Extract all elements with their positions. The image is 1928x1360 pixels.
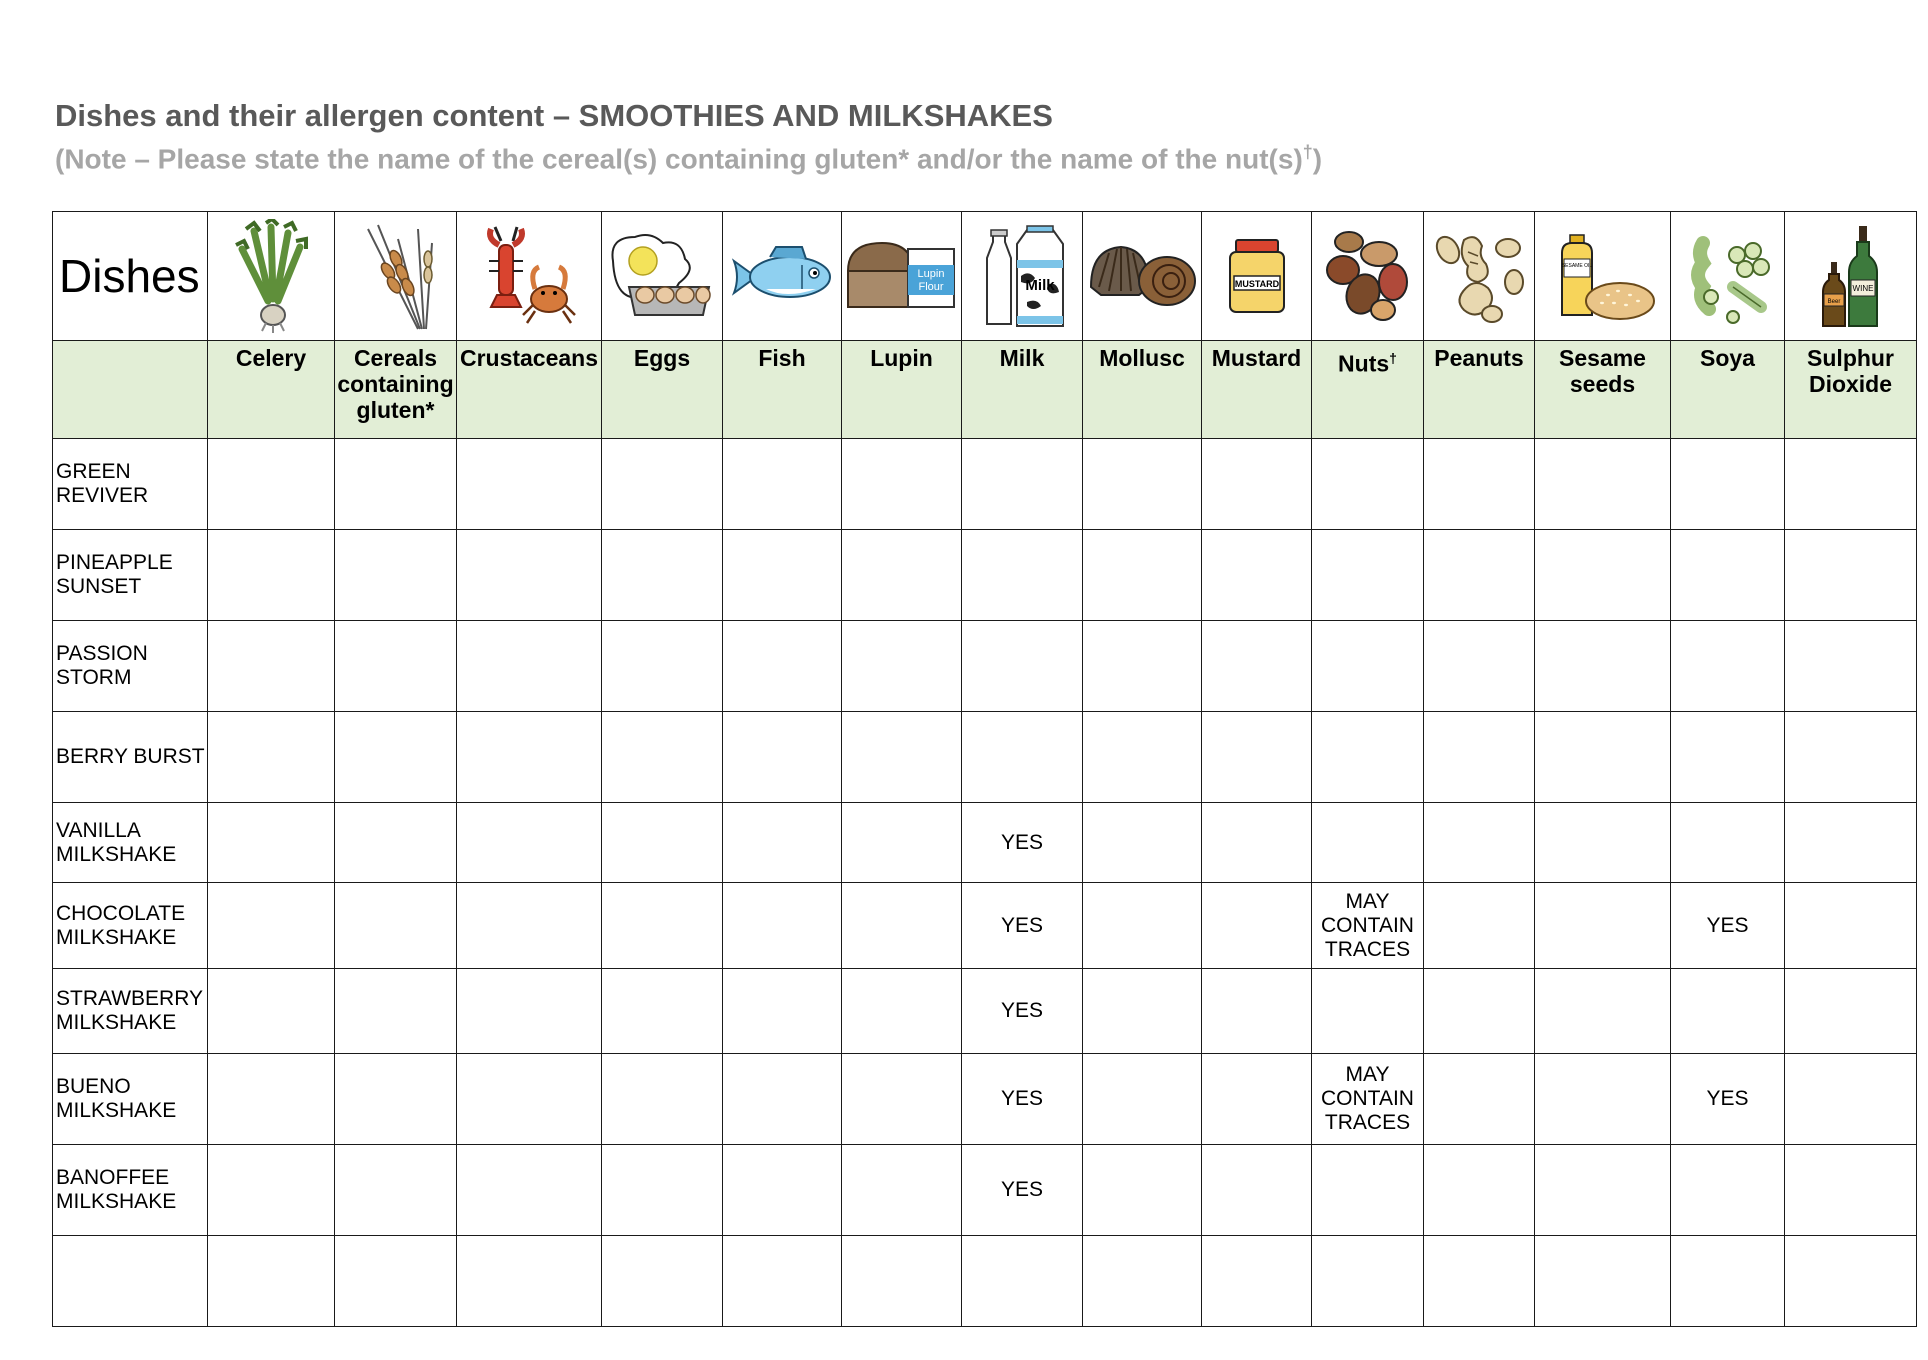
note-close: ) [1312, 143, 1323, 175]
table-row [53, 439, 1917, 530]
allergen-cell [1202, 1145, 1312, 1236]
allergen-cell: YES [962, 883, 1083, 969]
allergen-cell [1312, 530, 1424, 621]
lupin-text-1: Lupin [917, 268, 945, 280]
dishes-header: Dishes [53, 212, 208, 341]
allergen-cell: MAY CONTAIN TRACES [1312, 1054, 1424, 1145]
allergen-cell [1202, 803, 1312, 883]
allergen-cell [1535, 803, 1671, 883]
allergen-table [52, 211, 1917, 1327]
allergen-cell: YES [1671, 883, 1785, 969]
lupin-icon-cell [842, 212, 962, 341]
allergen-cell [1785, 1145, 1917, 1236]
column-label-sulphur-dioxide: Sulphur Dioxide [1785, 341, 1917, 439]
table-row [53, 1145, 1917, 1236]
fish-icon [726, 241, 838, 311]
allergen-cell [1083, 439, 1202, 530]
allergen-cell [723, 530, 842, 621]
dish-name: BANOFFEE MILKSHAKE [53, 1145, 208, 1236]
page-note [55, 142, 1322, 175]
mustard-icon-cell [1202, 212, 1312, 341]
table-row [53, 969, 1917, 1054]
allergen-cell [1424, 530, 1535, 621]
allergen-cell [1083, 1145, 1202, 1236]
allergen-cell [1424, 1145, 1535, 1236]
column-label-sesame: Sesame seeds [1535, 341, 1671, 439]
allergen-cell [962, 1236, 1083, 1327]
cereals-icon-cell [335, 212, 457, 341]
celery-icon-cell [208, 212, 335, 341]
allergen-cell [457, 621, 602, 712]
allergen-cell [842, 712, 962, 803]
allergen-cell [1083, 1054, 1202, 1145]
allergen-cell [1785, 530, 1917, 621]
allergen-cell [1535, 439, 1671, 530]
allergen-cell [1671, 712, 1785, 803]
allergen-cell: YES [962, 969, 1083, 1054]
allergen-cell [842, 969, 962, 1054]
allergen-cell: YES [1671, 1054, 1785, 1145]
sesame-text: SESAME OIL [1561, 263, 1592, 269]
allergen-cell [723, 1145, 842, 1236]
allergen-cell [457, 439, 602, 530]
allergen-cell [962, 530, 1083, 621]
allergen-cell [335, 439, 457, 530]
allergen-cell [1312, 621, 1424, 712]
table-row [53, 1236, 1917, 1327]
allergen-cell [842, 1145, 962, 1236]
allergen-cell [457, 883, 602, 969]
allergen-cell [1083, 621, 1202, 712]
allergen-cell [1083, 883, 1202, 969]
allergen-cell [1424, 439, 1535, 530]
eggs-icon-cell [602, 212, 723, 341]
allergen-cell [723, 969, 842, 1054]
cereals-icon [348, 219, 443, 334]
allergen-cell [602, 803, 723, 883]
nuts-label: Nuts [1338, 350, 1390, 377]
allergen-cell [1083, 712, 1202, 803]
sulphur-dioxide-icon [1821, 224, 1881, 329]
allergen-cell [457, 803, 602, 883]
allergen-cell [1083, 803, 1202, 883]
allergen-cell [1535, 712, 1671, 803]
peanuts-icon [1432, 226, 1527, 326]
allergen-cell [602, 1145, 723, 1236]
sulphur-dioxide-icon-cell [1785, 212, 1917, 341]
allergen-cell [1202, 621, 1312, 712]
allergen-label-row [53, 341, 1917, 439]
allergen-cell [602, 530, 723, 621]
allergen-cell [1424, 621, 1535, 712]
allergen-cell [602, 621, 723, 712]
allergen-cell [1671, 1236, 1785, 1327]
allergen-cell [208, 1054, 335, 1145]
allergen-cell [602, 439, 723, 530]
allergen-cell [335, 1054, 457, 1145]
allergen-cell [1312, 1145, 1424, 1236]
nuts-dagger: † [1389, 350, 1397, 366]
mollusc-icon-cell [1083, 212, 1202, 341]
mollusc-icon [1085, 241, 1200, 311]
sesame-icon-cell [1535, 212, 1671, 341]
allergen-cell [335, 883, 457, 969]
allergen-cell [1535, 1145, 1671, 1236]
allergen-cell [457, 1145, 602, 1236]
note-text: (Note – Please state the name of the cereal(s) containing gluten* and/or the name of the nut(s) [55, 143, 1303, 175]
allergen-cell [335, 621, 457, 712]
eggs-icon [607, 231, 717, 321]
table-row [53, 803, 1917, 883]
column-label-fish: Fish [723, 341, 842, 439]
table-row [53, 621, 1917, 712]
column-label-eggs: Eggs [602, 341, 723, 439]
allergen-cell [1202, 530, 1312, 621]
allergen-cell [723, 803, 842, 883]
column-label-cereals: Cereals containing gluten* [335, 341, 457, 439]
allergen-cell [1671, 621, 1785, 712]
dish-name: GREEN REVIVER [53, 439, 208, 530]
column-label-soya: Soya [1671, 341, 1785, 439]
allergen-cell [1785, 621, 1917, 712]
allergen-cell [1535, 530, 1671, 621]
mustard-icon [1222, 236, 1292, 316]
allergen-cell: MAY CONTAIN TRACES [1312, 883, 1424, 969]
allergen-cell [1785, 712, 1917, 803]
allergen-cell [842, 621, 962, 712]
allergen-cell [842, 883, 962, 969]
crustaceans-icon-cell [457, 212, 602, 341]
allergen-cell [335, 1145, 457, 1236]
allergen-cell [1424, 883, 1535, 969]
allergen-cell [208, 530, 335, 621]
wine-text: WINE [1852, 283, 1873, 293]
column-label-crustaceans: Crustaceans [457, 341, 602, 439]
dish-name: VANILLA MILKSHAKE [53, 803, 208, 883]
allergen-cell [723, 1054, 842, 1145]
allergen-cell [1312, 803, 1424, 883]
allergen-cell [208, 969, 335, 1054]
milk-icon [977, 224, 1067, 329]
peanuts-icon-cell [1424, 212, 1535, 341]
allergen-cell [1424, 1054, 1535, 1145]
allergen-cell [1202, 969, 1312, 1054]
icon-row [53, 212, 1917, 341]
allergen-cell [1671, 439, 1785, 530]
allergen-cell [457, 969, 602, 1054]
allergen-cell [1535, 621, 1671, 712]
dish-name [53, 1236, 208, 1327]
allergen-cell [1202, 712, 1312, 803]
allergen-cell [842, 1054, 962, 1145]
allergen-cell [1785, 439, 1917, 530]
column-label-mollusc: Mollusc [1083, 341, 1202, 439]
allergen-cell [1785, 1236, 1917, 1327]
table-row [53, 712, 1917, 803]
allergen-cell [1083, 530, 1202, 621]
allergen-cell [335, 1236, 457, 1327]
allergen-cell [1785, 803, 1917, 883]
mustard-text: MUSTARD [1234, 279, 1279, 289]
allergen-cell [1202, 883, 1312, 969]
soya-icon-cell [1671, 212, 1785, 341]
allergen-cell [335, 803, 457, 883]
allergen-cell [723, 1236, 842, 1327]
allergen-cell [723, 883, 842, 969]
allergen-cell [208, 621, 335, 712]
allergen-cell [842, 530, 962, 621]
allergen-cell [1312, 1236, 1424, 1327]
page-title: Dishes and their allergen content – SMOOTHIES AND MILKSHAKES [55, 98, 1053, 133]
allergen-cell [1535, 969, 1671, 1054]
allergen-cell [602, 712, 723, 803]
fish-icon-cell [723, 212, 842, 341]
allergen-cell [1312, 969, 1424, 1054]
allergen-cell [1535, 1236, 1671, 1327]
crustaceans-icon [477, 221, 582, 331]
allergen-cell: YES [962, 1054, 1083, 1145]
dish-name: PASSION STORM [53, 621, 208, 712]
allergen-cell: YES [962, 803, 1083, 883]
allergen-cell [723, 621, 842, 712]
allergen-cell [602, 1236, 723, 1327]
allergen-cell [208, 439, 335, 530]
allergen-cell [1785, 1054, 1917, 1145]
allergen-cell [335, 969, 457, 1054]
dish-name: BUENO MILKSHAKE [53, 1054, 208, 1145]
allergen-cell [1312, 439, 1424, 530]
allergen-cell [1083, 969, 1202, 1054]
allergen-cell [1671, 1145, 1785, 1236]
allergen-cell [1424, 803, 1535, 883]
allergen-cell [602, 969, 723, 1054]
table-row [53, 1054, 1917, 1145]
allergen-cell [1785, 883, 1917, 969]
milk-text: Milk [1025, 276, 1055, 294]
soya-icon [1683, 229, 1773, 324]
dish-name: BERRY BURST [53, 712, 208, 803]
allergen-cell [335, 712, 457, 803]
column-label-lupin: Lupin [842, 341, 962, 439]
allergen-cell [1424, 1236, 1535, 1327]
allergen-cell [1312, 712, 1424, 803]
allergen-cell [962, 712, 1083, 803]
allergen-cell [1671, 803, 1785, 883]
column-label-peanuts: Peanuts [1424, 341, 1535, 439]
allergen-cell [208, 1145, 335, 1236]
allergen-cell [842, 1236, 962, 1327]
allergen-cell [962, 621, 1083, 712]
allergen-cell [1202, 1236, 1312, 1327]
allergen-cell [208, 883, 335, 969]
allergen-cell [1535, 1054, 1671, 1145]
allergen-cell: YES [962, 1145, 1083, 1236]
allergen-cell [1202, 439, 1312, 530]
dish-name: CHOCOLATE MILKSHAKE [53, 883, 208, 969]
allergen-cell [457, 1054, 602, 1145]
allergen-cell [1671, 969, 1785, 1054]
allergen-cell [208, 803, 335, 883]
allergen-cell [602, 883, 723, 969]
lupin-text-2: Flour [918, 281, 944, 293]
nuts-icon-cell [1312, 212, 1424, 341]
allergen-cell [962, 439, 1083, 530]
allergen-cell [602, 1054, 723, 1145]
allergen-cell [335, 530, 457, 621]
allergen-cell [457, 712, 602, 803]
nuts-icon [1323, 226, 1413, 326]
allergen-cell [723, 439, 842, 530]
milk-icon-cell [962, 212, 1083, 341]
allergen-cell [1202, 1054, 1312, 1145]
table-row [53, 530, 1917, 621]
allergen-cell [1785, 969, 1917, 1054]
allergen-cell [1424, 712, 1535, 803]
dish-rows [53, 439, 1917, 1327]
allergen-cell [208, 1236, 335, 1327]
table-row [53, 883, 1917, 969]
column-label-celery: Celery [208, 341, 335, 439]
note-dagger: † [1302, 142, 1313, 162]
allergen-cell [1535, 883, 1671, 969]
dish-name: STRAWBERRY MILKSHAKE [53, 969, 208, 1054]
label-row-blank [53, 341, 208, 439]
lupin-icon [844, 241, 959, 311]
allergen-cell [457, 1236, 602, 1327]
allergen-cell [457, 530, 602, 621]
column-label-milk: Milk [962, 341, 1083, 439]
allergen-cell [1083, 1236, 1202, 1327]
column-label-nuts [1312, 341, 1424, 439]
dish-name: PINEAPPLE SUNSET [53, 530, 208, 621]
allergen-cell [208, 712, 335, 803]
allergen-cell [723, 712, 842, 803]
celery-icon [226, 219, 316, 334]
sesame-icon [1548, 231, 1658, 321]
column-label-mustard: Mustard [1202, 341, 1312, 439]
allergen-cell [1424, 969, 1535, 1054]
allergen-cell [842, 803, 962, 883]
beer-text: Beer [1827, 298, 1840, 305]
allergen-cell [1671, 530, 1785, 621]
allergen-cell [842, 439, 962, 530]
